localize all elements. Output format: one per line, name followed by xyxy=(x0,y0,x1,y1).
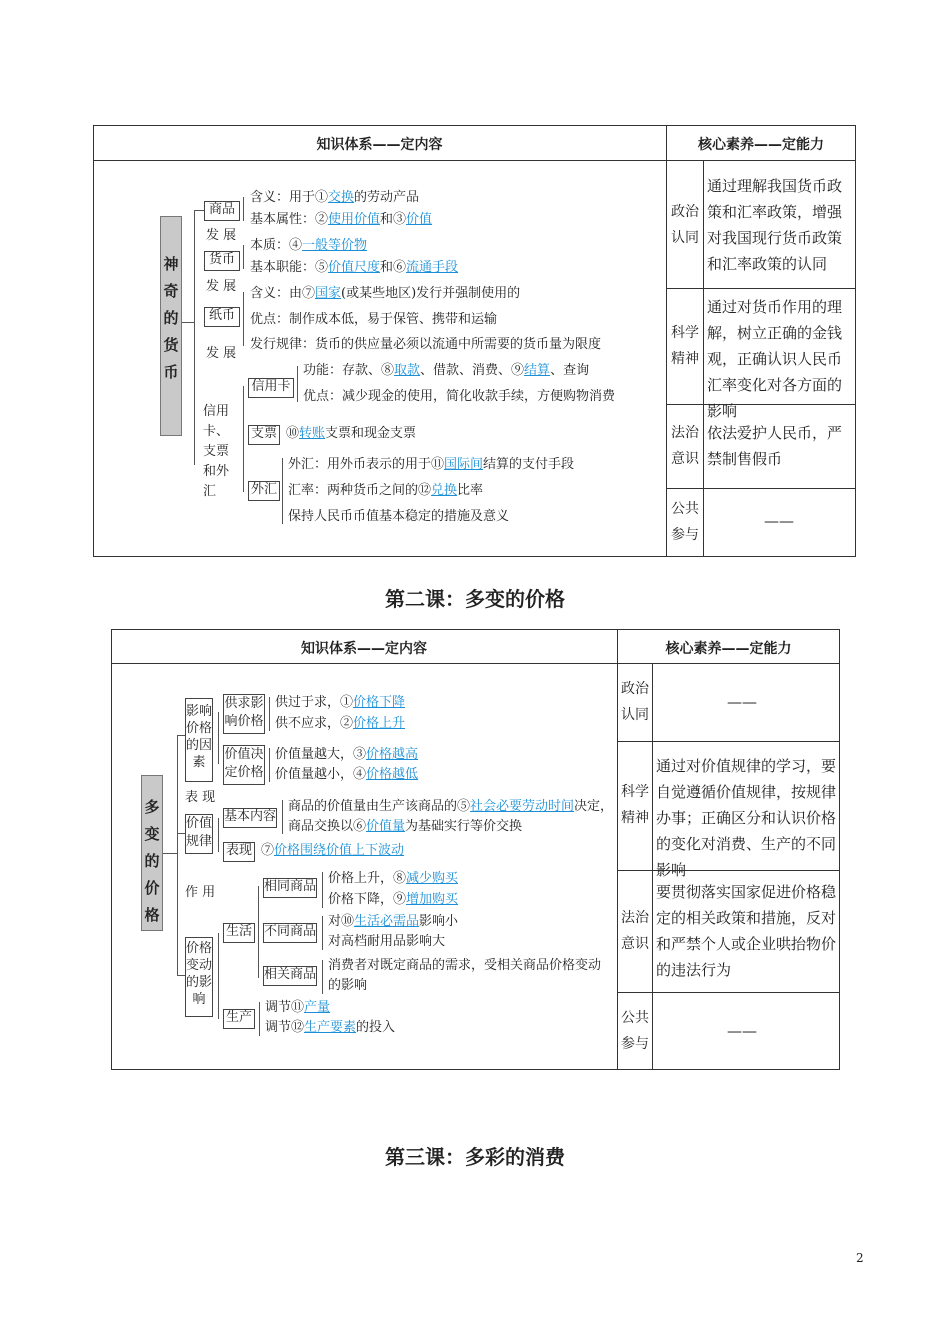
table2-sa2-blank: 增加购买 xyxy=(406,892,459,907)
table1-ck xyxy=(286,426,416,442)
table1-ck-pre: ⑩ xyxy=(286,426,300,441)
table1-p2: 优点：制作成本低，易于保管、携带和运输 xyxy=(250,312,498,327)
lesson2-title: 第二课：多变的价格 xyxy=(385,587,565,611)
table1-cc1-blank1: 取款 xyxy=(394,363,421,378)
table2-b2 xyxy=(288,819,522,835)
table2-r2: 的影响 xyxy=(328,978,368,993)
table2-node-diff: 不同商品 xyxy=(263,923,317,943)
table2-pr2 xyxy=(265,1020,395,1036)
table2-literacy-label-1: 政治认同 xyxy=(621,681,649,723)
table1-develop-1: 发 展 xyxy=(206,228,237,243)
table1-c2-pre: 基本属性：② xyxy=(250,212,329,227)
table2-literacy-row-line-3 xyxy=(617,992,840,993)
table1-literacy-label-2: 科学精神 xyxy=(671,325,699,367)
table2-d1-blank: 生活必需品 xyxy=(354,914,420,929)
table1-develop-3: 发 展 xyxy=(206,346,237,361)
table1-header-divider xyxy=(93,160,856,161)
table1-literacy-inner-divider xyxy=(703,160,704,557)
table2-literacy-label-4: 公共参与 xyxy=(621,1010,649,1052)
table2-b2-pre: 商品交换以⑥ xyxy=(288,819,367,834)
table1-m2-blank1: 价值尺度 xyxy=(328,260,381,275)
table2-pr2-pre: 调节⑫ xyxy=(265,1020,305,1035)
table1-c1-blank: 交换 xyxy=(328,190,355,205)
table2-header-right: 核心素养——定能力 xyxy=(665,641,792,657)
table2-d1-post: 影响小 xyxy=(419,914,459,929)
table2-node-supply: 供求影响价格 xyxy=(223,694,265,734)
table2-branch-production xyxy=(259,1002,260,1036)
table2-node-production: 生产 xyxy=(223,1009,255,1029)
table2-d1 xyxy=(328,914,458,930)
table2-v2-blank: 价格越低 xyxy=(366,767,419,782)
table2-connector xyxy=(163,853,177,854)
table1-fx2-post: 比率 xyxy=(457,483,484,498)
table1-column-divider xyxy=(666,125,667,557)
table2-literacy-text-1: —— xyxy=(727,693,757,711)
table2-header-divider xyxy=(111,663,840,664)
table1-trunk xyxy=(194,210,195,465)
table1-literacy-label-3: 法治意识 xyxy=(671,425,699,467)
table1-branch-money xyxy=(243,245,244,269)
table2-root: 多变的价格 xyxy=(141,775,163,931)
table2-pr2-post: 的投入 xyxy=(356,1020,396,1035)
table2-literacy-inner-divider xyxy=(652,663,653,1070)
table1-p1-post: (或某些地区)发行并强制使用的 xyxy=(341,286,521,301)
table1-branch-commodity xyxy=(243,197,244,221)
table2-literacy-label-3: 法治意识 xyxy=(621,910,649,952)
table2-v1-blank: 价格越高 xyxy=(366,747,419,762)
table2-sh xyxy=(261,843,404,859)
table2-branch-law xyxy=(218,818,219,852)
table1-fx1-pre: 外汇：用外币表示的用于⑪ xyxy=(288,457,445,472)
table2-node-basic: 基本内容 xyxy=(223,808,277,828)
table1-m2-mid: 和⑥ xyxy=(380,260,407,275)
table1-connector xyxy=(182,322,194,323)
table1-m2-blank2: 流通手段 xyxy=(406,260,459,275)
table1-fx2-blank: 兑换 xyxy=(431,483,458,498)
table2-sa1-pre: 价格上升，⑧ xyxy=(328,871,407,886)
table2-literacy-text-2: 通过对价值规律的学习，要自觉遵循价值规律，按规律办事；正确区分和认识价格的变化对消费、生产的不同影响 xyxy=(656,757,837,879)
table1-root: 神奇的货币 xyxy=(160,216,182,436)
table1-fx1-blank: 国际间 xyxy=(444,457,484,472)
table2-connector xyxy=(177,975,185,976)
table2-s1-blank: 价格下降 xyxy=(353,695,406,710)
table1-branch-forex xyxy=(282,458,283,524)
table1-fx1-post: 结算的支付手段 xyxy=(483,457,575,472)
table1-ck-post: 支票和现金支票 xyxy=(325,426,417,441)
table1-fx3: 保持人民币币值基本稳定的措施及意义 xyxy=(288,509,510,524)
table1-p1-pre: 含义：由⑦ xyxy=(250,286,316,301)
table2-branch-life xyxy=(258,886,259,978)
table1-c1 xyxy=(250,190,419,206)
table2-node-law: 价值规律 xyxy=(185,814,213,854)
table2-d1-pre: 对⑩ xyxy=(328,914,355,929)
table1-branch-credit xyxy=(243,386,244,492)
table2-s2-blank: 价格上升 xyxy=(353,716,406,731)
table2-s1-pre: 供过于求，① xyxy=(275,695,354,710)
table2-sa1-blank: 减少购买 xyxy=(406,871,459,886)
table2-branch-factors xyxy=(218,712,219,764)
table1-ck-blank: 转账 xyxy=(299,426,326,441)
table2-pr1-pre: 调节⑪ xyxy=(265,1000,305,1015)
table2-literacy-text-3: 要贯彻落实国家促进价格稳定的相关政策和措施，反对和严禁个人或企业哄抬物价的违法行为 xyxy=(656,883,837,979)
table2-connector xyxy=(177,833,185,834)
table2-b1 xyxy=(288,799,613,815)
table1-m1-pre: 本质：④ xyxy=(250,238,303,253)
table2-s1 xyxy=(275,695,405,711)
table2-node-show: 表现 xyxy=(223,842,255,862)
table1-literacy-text-3: 依法爱护人民币，严禁制售假币 xyxy=(707,424,843,468)
table1-node-credit-group-text: 信 xyxy=(203,404,217,419)
table2-branch-same xyxy=(322,872,323,908)
table1-c2-blank1: 使用价值 xyxy=(328,212,381,227)
table2-node-related: 相关商品 xyxy=(263,966,317,986)
table1-node-forex: 外汇 xyxy=(248,481,280,501)
table1-c2 xyxy=(250,212,432,228)
table2-r1: 消费者对既定商品的需求，受相关商品价格变动 xyxy=(328,958,602,973)
table1-node-money: 货币 xyxy=(204,251,240,271)
table1-node-commodity: 商品 xyxy=(204,201,240,221)
table2-zuoyong: 作 用 xyxy=(185,885,216,900)
table1-c1-pre: 含义：用于① xyxy=(250,190,329,205)
table2-node-life: 生活 xyxy=(223,923,255,943)
table1-literacy-label-1: 政治认同 xyxy=(671,204,699,246)
table1-m2-pre: 基本职能：⑤ xyxy=(250,260,329,275)
table2-d2: 对高档耐用品影响大 xyxy=(328,934,446,949)
table2-branch-value xyxy=(269,748,270,782)
table2-branch-basic xyxy=(282,800,283,834)
table1-c1-post: 的劳动产品 xyxy=(354,190,420,205)
table1-literacy-row-line-1 xyxy=(666,288,856,289)
page-number: 2 xyxy=(856,1251,864,1265)
table1-cc2: 优点：减少现金的使用，简化收款手续，方便购物消费 xyxy=(303,389,616,404)
table1-m1-blank: 一般等价物 xyxy=(302,238,368,253)
table2-connector xyxy=(177,735,185,736)
table2-branch-supply xyxy=(269,697,270,731)
table1-cc1-blank2: 结算 xyxy=(524,363,551,378)
table1-node-paper: 纸币 xyxy=(204,307,240,327)
table2-column-divider xyxy=(617,629,618,1070)
lesson3-title: 第三课：多彩的消费 xyxy=(385,1145,565,1169)
table2-header-left: 知识体系——定内容 xyxy=(301,641,427,657)
table1-node-credit-card: 信用卡 xyxy=(248,378,294,398)
table1-node-credit-group xyxy=(203,402,241,499)
table2-node-value: 价值决定价格 xyxy=(223,745,265,785)
table2-pr2-blank: 生产要素 xyxy=(304,1020,357,1035)
table1-literacy-text-4: —— xyxy=(764,512,794,530)
table2-b1-pre: 商品的价值量由生产该商品的⑤ xyxy=(288,799,471,814)
table1-cc1-pre: 功能：存款、⑧ xyxy=(303,363,395,378)
table2-v2 xyxy=(275,767,418,783)
table2-b2-blank: 价值量 xyxy=(366,819,406,834)
table2-node-factors: 影响价格的因素 xyxy=(185,698,213,782)
table2-pr1-blank: 产量 xyxy=(304,1000,331,1015)
table2-b2-post: 为基础实行等价交换 xyxy=(405,819,523,834)
table1-m2 xyxy=(250,260,458,276)
table1-p1 xyxy=(250,286,520,302)
table1-cc1-post: 、查询 xyxy=(550,363,590,378)
table1-header-right: 核心素养——定能力 xyxy=(698,137,824,153)
table1-literacy-row-line-3 xyxy=(666,488,856,489)
table2-branch-diff xyxy=(322,916,323,950)
table1-fx2 xyxy=(288,483,483,499)
table2-v2-pre: 价值量越小，④ xyxy=(275,767,367,782)
table2-pr1 xyxy=(265,1000,330,1016)
table1-cc1-mid: 、借款、消费、⑨ xyxy=(420,363,525,378)
table1-cc1 xyxy=(303,363,589,379)
table2-sa2 xyxy=(328,892,458,908)
table2-literacy-label-2: 科学精神 xyxy=(621,784,649,826)
table2-literacy-text-4: —— xyxy=(727,1022,757,1040)
table2-s2-pre: 供不应求，② xyxy=(275,716,354,731)
table2-v1 xyxy=(275,747,418,763)
table2-sh-pre: ⑦ xyxy=(261,843,275,858)
table2-biaoxian: 表 现 xyxy=(185,790,216,805)
table2-b1-blank: 社会必要劳动时间 xyxy=(470,799,575,814)
table1-c2-blank2: 价值 xyxy=(406,212,433,227)
table1-literacy-label-4: 公共参与 xyxy=(671,501,699,543)
table1-node-check: 支票 xyxy=(248,425,280,445)
table2-sa2-pre: 价格下降，⑨ xyxy=(328,892,407,907)
table1-header-left: 知识体系——定内容 xyxy=(316,137,443,153)
table2-literacy-row-line-1 xyxy=(617,741,840,742)
table2-sh-blank: 价格围绕价值上下波动 xyxy=(274,843,405,858)
table2-b1-post: 决定， xyxy=(574,799,614,814)
table2-v1-pre: 价值量越大，③ xyxy=(275,747,367,762)
table1-develop-2: 发 展 xyxy=(206,279,237,294)
table1-c2-mid: 和③ xyxy=(380,212,407,227)
table2-s2 xyxy=(275,716,405,732)
table1-node-credit-group-rest: 用卡、支票和外汇 xyxy=(203,404,230,499)
table2-trunk xyxy=(177,735,178,975)
table1-p1-blank: 国家 xyxy=(315,286,342,301)
table1-m1 xyxy=(250,238,367,254)
table1-fx2-pre: 汇率：两种货币之间的⑫ xyxy=(288,483,432,498)
table2-branch-related xyxy=(322,960,323,994)
table1-literacy-text-2: 通过对货币作用的理解，树立正确的金钱观，正确认识人民币汇率变化对各方面的影响 xyxy=(707,298,843,420)
table2-sa1 xyxy=(328,871,458,887)
table1-fx1 xyxy=(288,457,574,473)
table1-connector xyxy=(194,210,204,211)
table1-literacy-text-1: 通过理解我国货币政策和汇率政策，增强对我国现行货币政策和汇率政策的认同 xyxy=(707,177,843,273)
table1-branch-paper xyxy=(243,292,244,346)
table2-branch-effect xyxy=(218,933,219,1019)
table1-p3: 发行规律：货币的供应量必须以流通中所需要的货币量为限度 xyxy=(250,337,602,352)
table1-branch-card xyxy=(297,366,298,402)
table2-node-same: 相同商品 xyxy=(263,878,317,898)
table2-node-effect: 价格变动的影响 xyxy=(185,937,213,1017)
